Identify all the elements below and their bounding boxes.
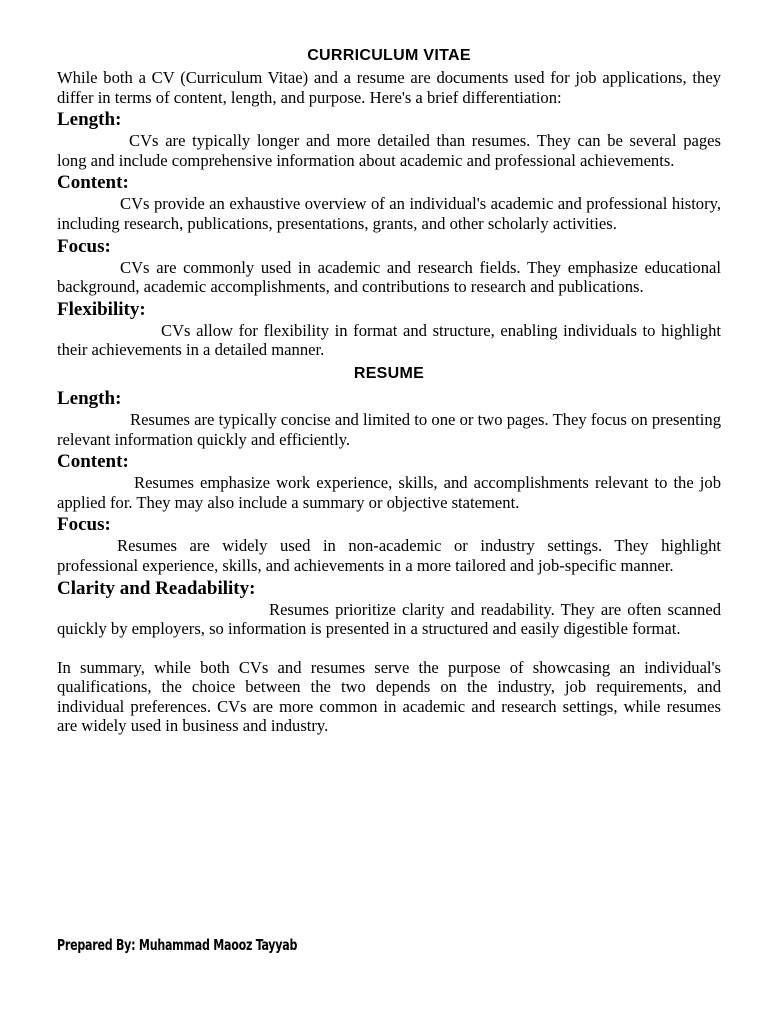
cv-flexibility-heading: Flexibility: xyxy=(57,298,146,320)
resume-content-heading: Content: xyxy=(57,451,129,473)
cv-intro: While both a CV (Curriculum Vitae) and a resume are documents used for job applications, they differ in terms of content, length, and purpose. Here's a brief differentiation: xyxy=(57,68,721,107)
cv-title: CURRICULUM VITAE xyxy=(307,47,471,64)
resume-clarity-text: Resumes prioritize clarity and readability. They are often scanned quickly by employers, so information is presented in a structured and easily digestible format. xyxy=(57,599,721,639)
resume-content-text: Resumes emphasize work experience, skills, and accomplishments relevant to the job applied for. They may also include a summary or objective statement. xyxy=(57,473,721,512)
resume-length-text: Resumes are typically concise and limited to one or two pages. They focus on presenting relevant information quickly and efficiently. xyxy=(57,409,721,449)
resume-title: RESUME xyxy=(353,364,425,382)
cv-content-heading: Content: xyxy=(57,172,129,194)
cv-focus-heading: Focus: xyxy=(57,235,111,257)
cv-focus-text: CVs are commonly used in academic and research fields. They emphasize educational background, academic accomplishments, and contributions to research and publications. xyxy=(57,257,721,297)
resume-focus-heading: Focus: xyxy=(57,514,111,536)
cv-flexibility-text: CVs allow for flexibility in format and structure, enabling individuals to highlight their achievements in a detailed manner. xyxy=(57,320,721,360)
summary-paragraph: In summary, while both CVs and resumes serve the purpose of showcasing an individual's qualifications, the choice between the two depends on the industry, job requirements, and individual preferences. CVs are more common in academic and research settings, while resumes are widely used in business and industry. xyxy=(57,657,721,736)
cv-content-text: CVs provide an exhaustive overview of an individual's academic and professional history, including research, publications, presentations, grants, and other scholarly activities. xyxy=(57,194,721,233)
resume-focus-text: Resumes are widely used in non-academic or industry settings. They highlight professional experience, skills, and achievements in a more tailored and job-specific manner. xyxy=(57,536,721,575)
prepared-by-footer: Prepared By: Muhammad Maooz Tayyab xyxy=(57,936,298,954)
cv-length-text: CVs are typically longer and more detailed than resumes. They can be several pages long and include comprehensive information about academic and professional achievements. xyxy=(57,131,721,170)
document-content xyxy=(57,44,721,736)
resume-clarity-heading: Clarity and Readability: xyxy=(57,577,256,599)
cv-length-heading: Length: xyxy=(57,109,122,131)
resume-length-heading: Length: xyxy=(57,387,122,409)
